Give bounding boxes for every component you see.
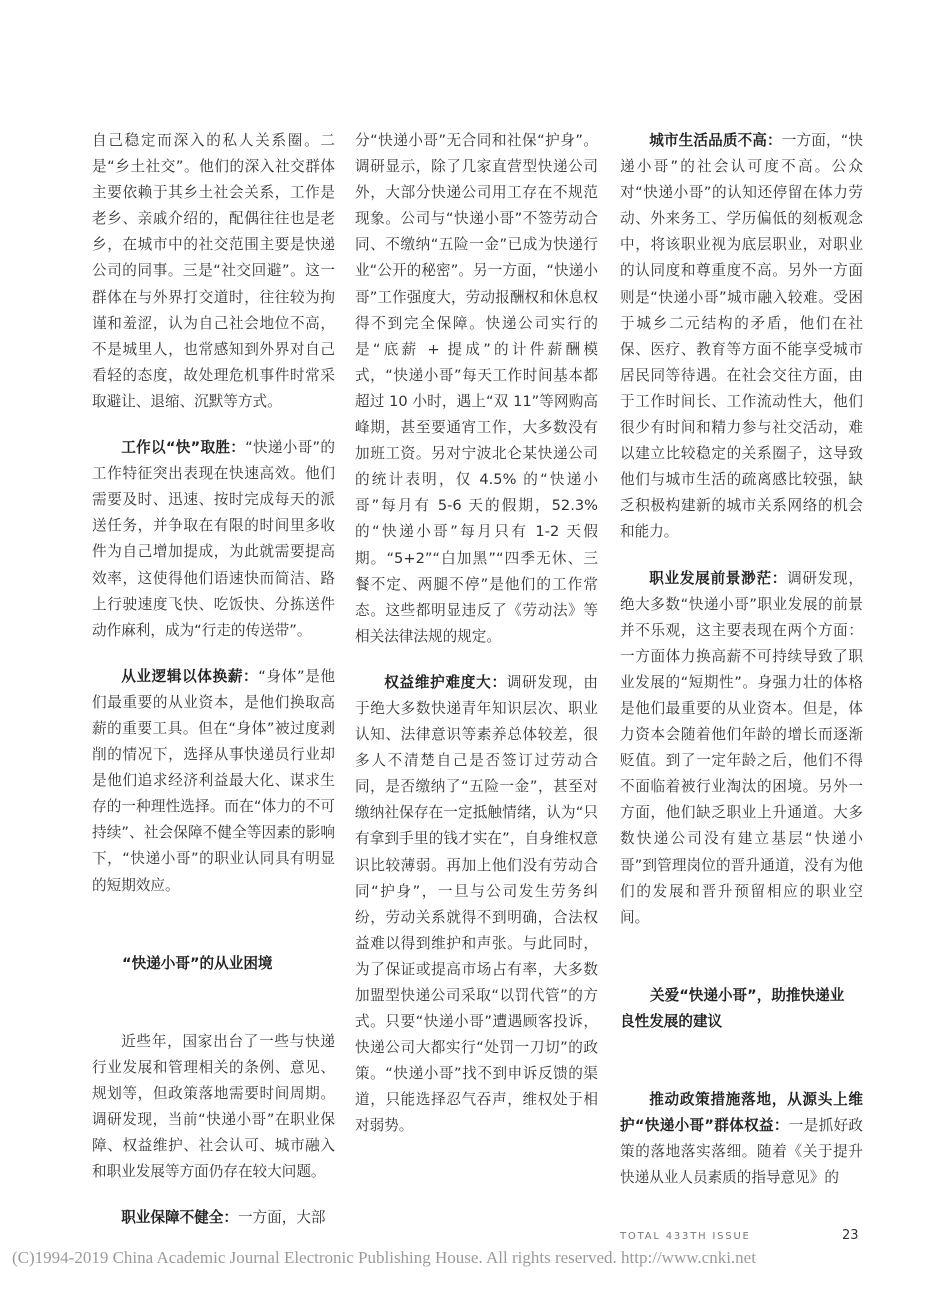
- section-title-dilemma: “快递小哥”的从业困境: [122, 954, 273, 972]
- paragraph-body: 一方面，“快递小哥”的社会认可度不高。公众对“快递小哥”的认知还停留在体力劳动、外来务工、学历偏低的刻板观念中，将该职业视为底层职业，对职业的认同度和尊重度不高。另外一方面则是“快递小哥”城市融入较难。受困于城乡二元结构的矛盾，他们在社保、医疗、教育等方面不能享受城市居民同等待遇。在社会交往方面，由于工作时间长、工作流动性大，他们很少有时间和精力参与社交活动，难以建立比较稳定的关系圈子，这导致他们与城市生活的疏离感比较强，缺乏积极构建新的城市关系网络的机会和能力。: [620, 132, 863, 541]
- paragraph-body: “快递小哥”的工作特征突出表现在快速高效。他们需要及时、迅速、按时完成每天的派送任务，并争取在有限的时间里多收件为自己增加提成，为此就需要提高效率，这使得他们语速快而简洁、路上行驶速度飞快、吃饭快、分拣送件动作麻利，成为“行走的传送带”。: [92, 439, 335, 639]
- paragraph-policy: [620, 1087, 863, 1191]
- paragraph-continued: 分“快递小哥”无合同和社保“护身”。调研显示，除了几家直营型快递公司外，大部分快递公司用工存在不规范现象。公司与“快递小哥”不签劳动合同、不缴纳“五险一金”已成为快递行业“公开的秘密”。另一方面，“快递小哥”工作强度大，劳动报酬权和休息权得不到完全保障。快递公司实行的是“底薪 + 提成”的计件薪酬模式，“快递小哥”每天工作时间基本都超过 10 小时，遇上“双 11”等网购高峰期，甚至要通宵工作，大多数没有加班工资。另对宁波北仑某快递公司的统计表明，仅 4.5% 的“快递小哥”每月有 5-6 天的假期，52.3% 的“快递小哥”每月只有 1-2 天假期。“5+2”“白加黑”“四季无休、三餐不定、两腿不停”是他们的工作常态。这些都明显违反了《劳动法》等相关法律法规的规定。: [355, 132, 598, 645]
- paragraph-work-fast: [92, 435, 335, 644]
- paragraph-body: 一方面，大部: [237, 1209, 326, 1227]
- paragraph-body: 调研发现，绝大多数“快递小哥”职业发展的前景并不乐观，这主要表现在两个方面：一方面体力换高薪不可持续导致了职业发展的“短期性”。身强力壮的体格是他们最重要的从业资本。但是，体力资本会随着他们年龄的增长而逐渐贬值。到了一定年龄之后，他们不得不面临着被行业淘汰的困境。另外一方面，他们缺乏职业上升通道。大多数快递公司没有建立基层“快递小哥”到管理岗位的晋升通道，没有为他们的发展和晋升预留相应的职业空间。: [620, 569, 863, 926]
- page-number: 23: [842, 1228, 859, 1243]
- paragraph-body: “身体”是他们最重要的从业资本，是他们换取高薪的重要工具。但在“身体”被过度剥削的情况下，选择从事快递员行业却是他们追求经济利益最大化、谋求生存的一种理性选择。而在“体力的不可持续”、社会保障不健全等因素的影响下，“快递小哥”的职业认同具有明显的短期效应。: [92, 667, 335, 894]
- paragraph-heading: 从业逻辑以体换薪：: [121, 667, 259, 685]
- paragraph-heading: 职业保障不健全：: [121, 1209, 238, 1227]
- copyright-notice: (C)1994-2019 China Academic Journal Electronic Publishing House. All rights reserved. http://www.cnki.net: [12, 1248, 756, 1267]
- paragraph-career-prospect: [620, 566, 863, 931]
- paragraph-heading: 推动政策措施落地，从源头上维护“快递小哥”群体权益：: [620, 1091, 863, 1135]
- text-column-2: [355, 128, 598, 1140]
- paragraph-continued: 自己稳定而深入的私人关系圈。二是“乡土社交”。他们的深入社交群体主要依赖于其乡土社会关系，工作是老乡、亲戚介绍的，配偶往往也是老乡，在城市中的社交范围主要是快递公司的同事。三是“社交回避”。这一群体在与外界打交道时，往往较为拘谨和羞涩，认为自己社会地位不高，不是城里人，也常感知到外界对自己看轻的态度，故处理危机事件时常采取避让、退缩、沉默等方式。: [92, 132, 335, 410]
- paragraph-body: 一是抓好政策的落地落实落细。随着《关于提升快递从业人员素质的指导意见》的: [620, 1117, 863, 1187]
- section-title-suggestions: [620, 983, 863, 1035]
- text-column-1: [92, 128, 335, 1231]
- paragraph-intro-dilemma: 近些年，国家出台了一些与快递行业发展和管理相关的条例、意见、规划等，但政策落地需要时间周期。调研发现，当前“快递小哥”在职业保障、权益维护、社会认可、城市融入和职业发展等方面仍存在较大问题。: [92, 1032, 335, 1181]
- paragraph-body: 调研发现，由于绝大多数快递青年知识层次、职业认知、法律意识等素养总体较差，很多人不清楚自己是否签订过劳动合同，是否缴纳了“五险一金”，甚至对缴纳社保存在一定抵触情绪，认为“只有拿到手里的钱才实在”，自身维权意识比较薄弱。再加上他们没有劳动合同“护身”，一旦与公司发生劳务纠纷，劳动关系就得不到明确，合法权益难以得到维护和声张。与此同时，为了保证或提高市场占有率，大多数加盟型快递公司采取“以罚代管”的方式。只要“快递小哥”遭遇顾客投诉，快递公司大都实行“处罚一刀切”的政策。“快递小哥”找不到申诉反馈的渠道，只能选择忍气吞声，维权处于相对弱势。: [355, 673, 598, 1135]
- paragraph-heading: 职业发展前景渺茫：: [649, 569, 788, 587]
- paragraph-heading: 城市生活品质不高：: [649, 132, 782, 149]
- text-column-3: [620, 128, 863, 1191]
- paragraph-rights-protection: [355, 670, 598, 1140]
- paragraph-city-life: [620, 128, 863, 546]
- issue-label: TOTAL 433TH ISSUE: [620, 1231, 751, 1242]
- paragraph-heading: 权益维护难度大：: [384, 673, 507, 691]
- section-title-line: 良性发展的建议: [620, 1012, 723, 1030]
- paragraph-heading: 工作以“快”取胜：: [121, 439, 246, 457]
- paragraph-body-capital: [92, 664, 335, 899]
- paragraph-job-security: [92, 1205, 335, 1231]
- section-title-line: 关爱“快递小哥”，助推快递业: [650, 986, 845, 1004]
